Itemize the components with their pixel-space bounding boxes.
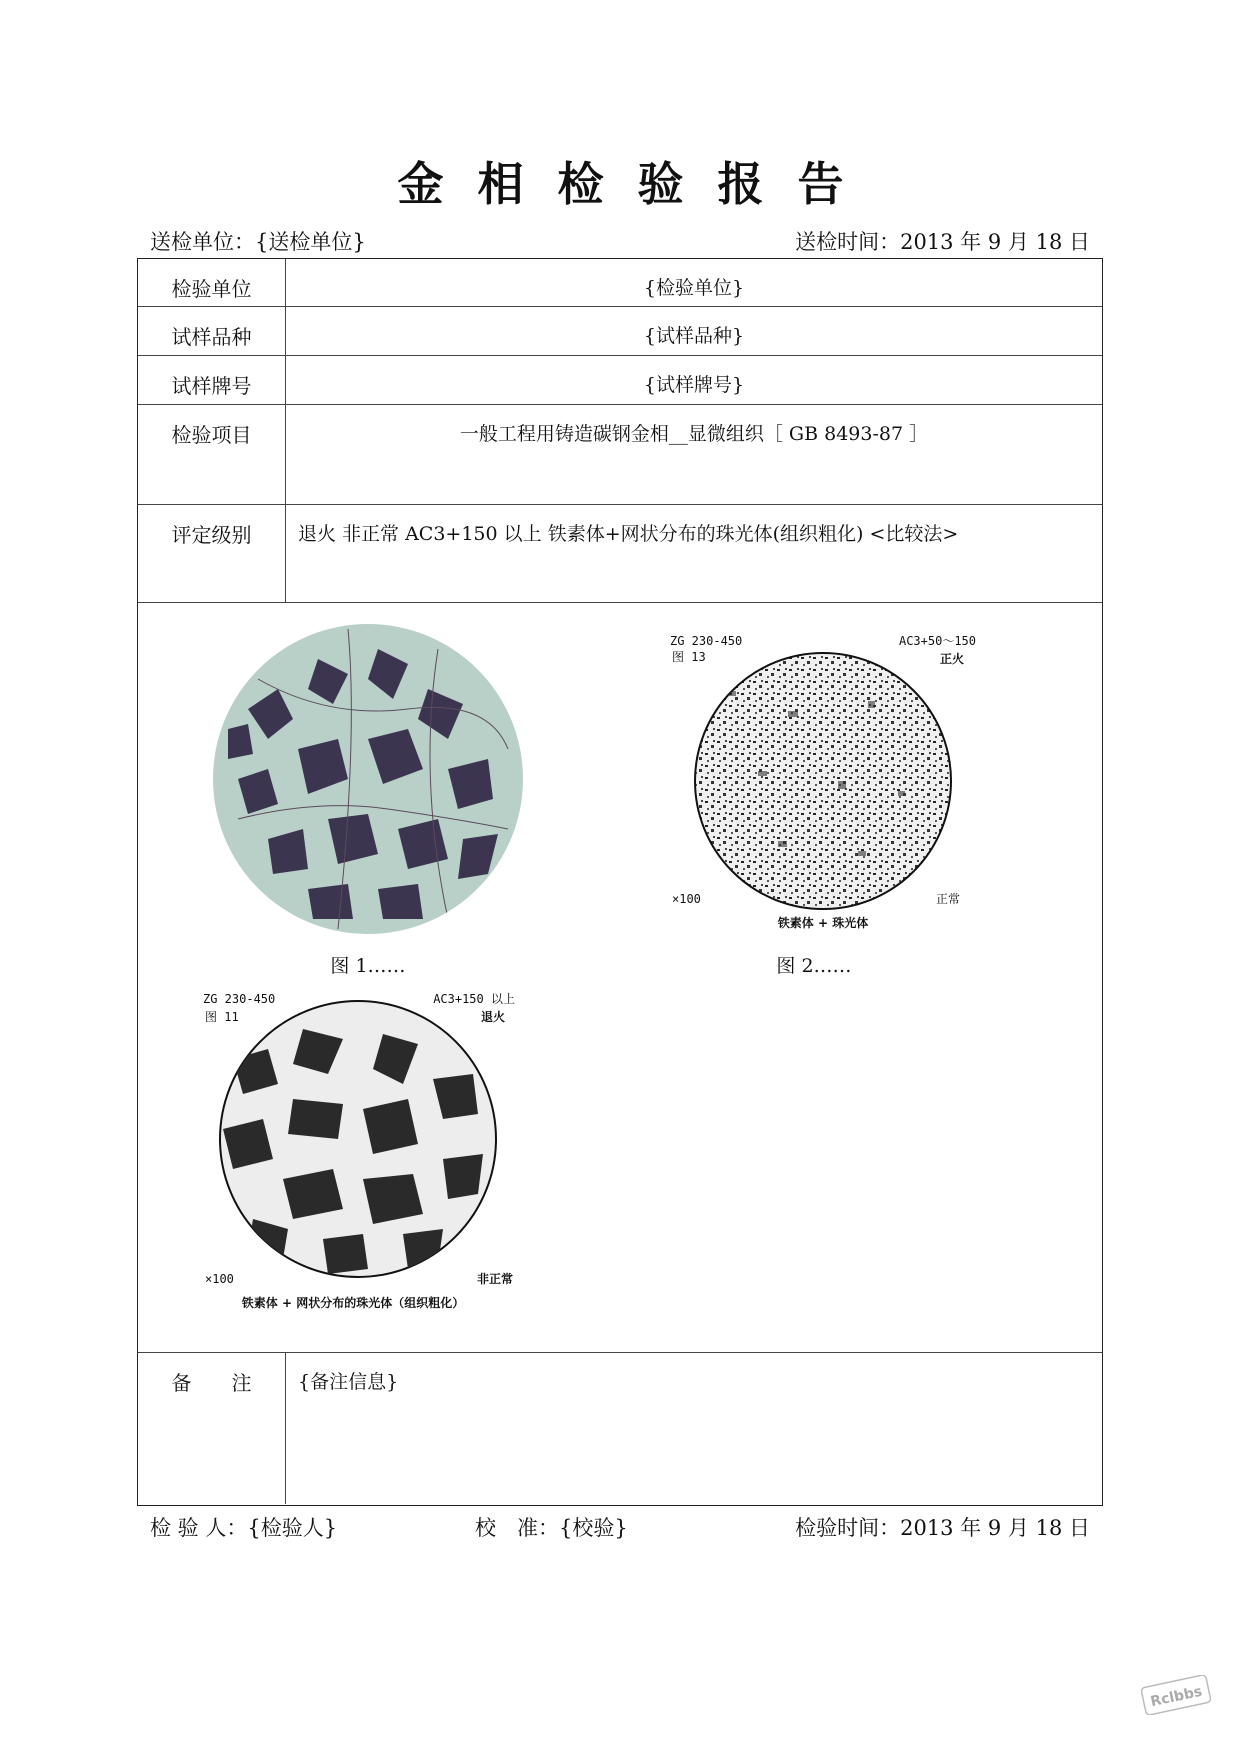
row-label: 检验项目: [138, 405, 286, 504]
micrograph-1-image: [208, 619, 528, 939]
figure-2-caption: 图 2……: [776, 955, 852, 977]
report-title: 金相检验报告: [397, 157, 878, 211]
submit-time: 送检时间：2013 年 9 月 18 日: [795, 230, 1090, 254]
fig2-grade: ZG 230-450: [670, 634, 743, 648]
micrograph-3-image: [193, 989, 523, 1319]
submit-unit: 送检单位：{送检单位}: [150, 230, 366, 254]
fig3-grade: ZG 230-450: [203, 992, 276, 1006]
row-remarks: [138, 1353, 1102, 1504]
row-value: 一般工程用铸造碳钢金相__显微组织［ GB 8493-87 ］: [459, 423, 929, 445]
figure-1-caption: 图 1……: [330, 955, 406, 977]
row-label: 试样品种: [138, 307, 286, 355]
fig3-structure: 铁素体 + 网状分布的珠光体（组织粗化）: [241, 1296, 465, 1310]
fig3-status: 非正常: [476, 1272, 513, 1286]
fig2-process: 正火: [939, 652, 964, 666]
fig2-temperature: AC3+50～150: [898, 634, 976, 648]
report-table: [137, 258, 1103, 1506]
row-label: 评定级别: [138, 505, 286, 602]
micrograph-2-image: [668, 631, 978, 941]
micrograph-section: [138, 603, 1102, 1353]
row-rating: [138, 505, 1102, 603]
calibration: 校 准：{校验}: [475, 1516, 628, 1540]
row-inspection-item: [138, 405, 1102, 505]
row-sample-type: [138, 307, 1102, 356]
fig2-structure: 铁素体 + 珠光体: [777, 916, 869, 930]
fig3-magnification: ×100: [205, 1272, 234, 1286]
row-value: {检验单位}: [643, 277, 745, 299]
inspect-time: 检验时间：2013 年 9 月 18 日: [795, 1516, 1090, 1540]
inspector: 检 验 人：{检验人}: [150, 1516, 338, 1540]
row-value: {试样牌号}: [643, 374, 745, 396]
svg-text:Rclbbs: Rclbbs: [1149, 1683, 1204, 1711]
row-value: {试样品种}: [643, 325, 745, 347]
fig3-number: 图 11: [205, 1010, 239, 1024]
fig2-magnification: ×100: [672, 892, 701, 906]
row-label: 试样牌号: [138, 356, 286, 404]
fig3-process: 退火: [480, 1010, 505, 1024]
row-inspection-unit: [138, 259, 1102, 307]
row-label: 检验单位: [138, 259, 286, 306]
row-sample-grade: [138, 356, 1102, 405]
fig3-temperature: AC3+150 以上: [433, 992, 515, 1006]
row-value: 退火 非正常 AC3+150 以上 铁素体+网状分布的珠光体(组织粗化) <比较法>: [298, 523, 959, 545]
fig2-status: 正常: [935, 892, 960, 906]
row-value: {备注信息}: [298, 1371, 399, 1393]
row-label: 备 注: [138, 1353, 286, 1504]
watermark-logo: [1141, 1675, 1211, 1715]
fig2-number: 图 13: [672, 650, 706, 664]
